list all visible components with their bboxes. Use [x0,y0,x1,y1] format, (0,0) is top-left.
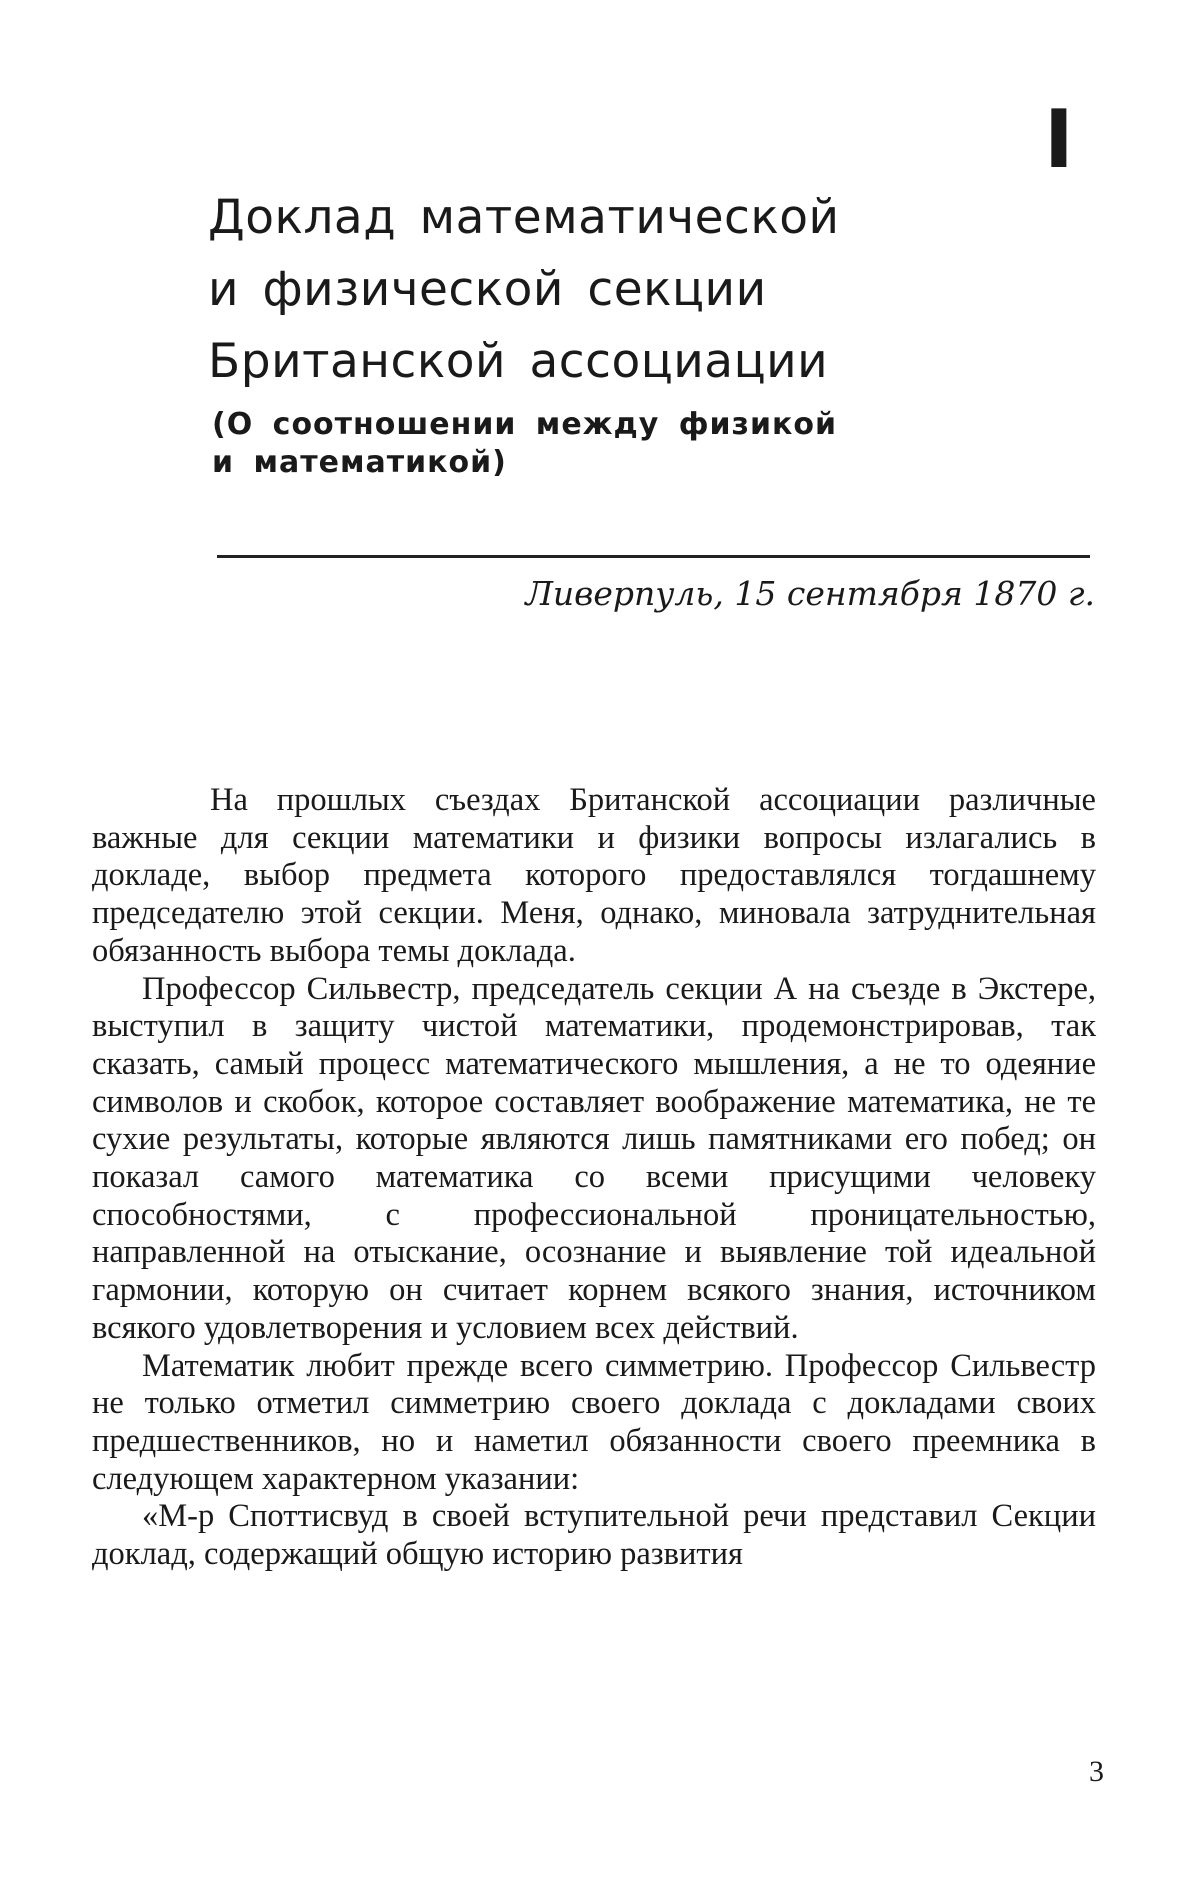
title-line: Доклад математической [208,190,840,245]
title-line: и физической секции [208,262,767,317]
divider-rule [217,555,1090,558]
subtitle-line: (О соотношении между физикой [212,407,837,442]
body-text [92,782,1096,1574]
subtitle-line: и математикой) [212,445,507,480]
dateline: Ливерпуль, 15 сентября 1870 г. [525,574,1095,613]
page-number: 3 [1089,1755,1104,1788]
paragraph: Профессор Сильвестр, председатель секции А на съезде в Экстере, выступил в защиту чистой математики, продемонстрировав, так сказать, самый процесс математического мышления, а не то одеяние символов и скобок, которое составляет воображение математика, не те сухие результаты, которые являются лишь памятниками его побед; он показал самого математика со всеми присущими человеку способностями, с профессиональной проницательностью, направленной на отыскание, осознание и выявление той идеальной гармонии, которую он считает корнем всякого знания, источником всякого удовлетворения и условием всех действий. [92,970,1096,1346]
chapter-title [208,182,1008,398]
chapter-number: I [1044,93,1074,186]
paragraph: Математик любит прежде всего симметрию. Профессор Сильвестр не только отметил симметрию своего доклада с докладами своих предшественников, но и наметил обязанности своего преемника в следующем характерном указании: [92,1347,1096,1497]
paragraph: «М-р Споттисвуд в своей вступительной речи представил Секции доклад, содержащий общую историю развития [92,1498,1096,1573]
title-line: Британской ассоциации [208,334,829,389]
chapter-subtitle [212,406,1012,482]
paragraph: На прошлых съездах Британской ассоциации различные важные для секции математики и физики вопросы излагались в докладе, выбор предмета которого предоставлялся тогдашнему председателю этой секции. Меня, однако, миновала затруднительная обязанность выбора темы доклада. [92,782,1096,969]
